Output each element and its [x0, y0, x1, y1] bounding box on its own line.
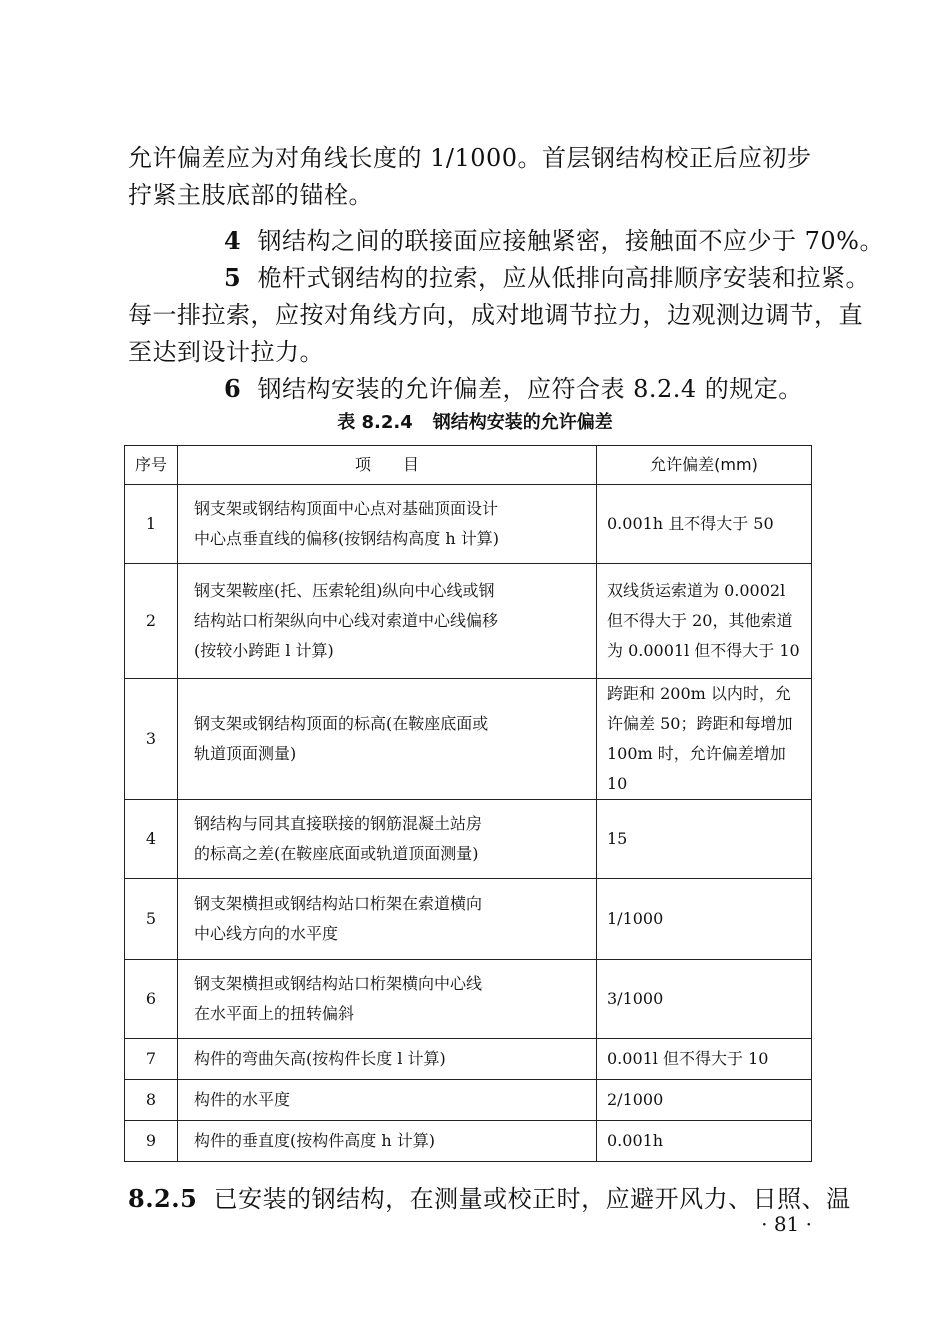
paragraph-line: 拧紧主肢底部的锚栓。 — [128, 181, 373, 209]
row-number-cell: 3 — [125, 679, 178, 800]
table-row — [125, 879, 812, 960]
table-number: 表 8.2.4 — [337, 412, 413, 433]
tolerance-line: 但不得大于 20，其他索道 — [607, 611, 793, 630]
paragraph-line: 允许偏差应为对角线长度的 1/1000。首层钢结构校正后应初步 — [128, 144, 812, 172]
item-cell — [178, 485, 597, 564]
tolerance-line: 15 — [607, 829, 628, 848]
tolerance-cell — [597, 1039, 812, 1080]
tolerance-line: 0.001h 且不得大于 50 — [607, 514, 774, 533]
item-line: 钢支架横担或钢结构站口桁架在索道横向 — [194, 894, 483, 913]
table-header-row — [125, 446, 812, 485]
item-line: 构件的水平度 — [194, 1090, 291, 1109]
item-number: 6 — [224, 374, 242, 403]
row-number-cell: 9 — [125, 1121, 178, 1162]
tolerance-line: 0.001l 但不得大于 10 — [607, 1049, 769, 1068]
tolerance-cell — [597, 960, 812, 1039]
table-title-text: 钢结构安装的允许偏差 — [432, 412, 613, 433]
table-row — [125, 960, 812, 1039]
item-line: 轨道顶面测量) — [194, 744, 297, 763]
row-number-cell: 6 — [125, 960, 178, 1039]
tolerance-line: 为 0.0001l 但不得大于 10 — [607, 641, 800, 660]
paragraph-text: 已安装的钢结构，在测量或校正时，应避开风力、日照、温 — [213, 1185, 851, 1213]
item-cell — [178, 679, 597, 800]
item-cell — [178, 564, 597, 679]
item-cell — [178, 1039, 597, 1080]
item-line: 钢支架鞍座(托、压索轮组)纵向中心线或钢 — [194, 581, 495, 600]
row-number-cell: 5 — [125, 879, 178, 960]
paragraph-text: 钢结构之间的联接面应接触紧密，接触面不应少于 70%。 — [257, 227, 884, 255]
table-row — [125, 679, 812, 800]
table-row — [125, 1039, 812, 1080]
tolerance-line: 许偏差 50；跨距和每增加 — [607, 714, 793, 733]
item-line: 构件的弯曲矢高(按构件长度 l 计算) — [194, 1049, 446, 1068]
item-line: 在水平面上的扭转偏斜 — [194, 1004, 355, 1023]
item-cell — [178, 800, 597, 879]
item-cell — [178, 960, 597, 1039]
tolerance-cell — [597, 485, 812, 564]
item-number: 4 — [224, 226, 242, 255]
header-cell: 项 目 — [178, 446, 597, 485]
header-cell: 序号 — [125, 446, 178, 485]
page-number: · 81 · — [761, 1212, 812, 1236]
table-caption — [0, 408, 950, 434]
table-row — [125, 1080, 812, 1121]
item-cell — [178, 879, 597, 960]
tolerance-line: 3/1000 — [607, 989, 664, 1008]
item-line: (按较小跨距 l 计算) — [194, 641, 334, 660]
tolerance-cell — [597, 879, 812, 960]
row-number-cell: 2 — [125, 564, 178, 679]
paragraph-tolerance-continuation — [128, 140, 818, 214]
item-cell — [178, 1121, 597, 1162]
item-line: 中心点垂直线的偏移(按钢结构高度 h 计算) — [194, 529, 499, 548]
table-row — [125, 485, 812, 564]
tolerance-line: 跨距和 200m 以内时，允 — [607, 684, 791, 703]
paragraph-text: 钢结构安装的允许偏差，应符合表 8.2.4 的规定。 — [257, 375, 803, 403]
tolerance-cell — [597, 564, 812, 679]
paragraph-item-6 — [128, 370, 818, 408]
item-line: 的标高之差(在鞍座底面或轨道顶面测量) — [194, 844, 479, 863]
item-cell — [178, 1080, 597, 1121]
row-number-cell: 7 — [125, 1039, 178, 1080]
tolerance-cell — [597, 800, 812, 879]
item-line: 钢支架或钢结构顶面中心点对基础顶面设计 — [194, 499, 499, 518]
row-number-cell: 4 — [125, 800, 178, 879]
tolerance-line: 0.001h — [607, 1131, 664, 1150]
item-line: 构件的垂直度(按构件高度 h 计算) — [194, 1131, 435, 1150]
paragraph-item-5 — [128, 259, 870, 371]
tolerance-cell — [597, 679, 812, 800]
clause-number: 8.2.5 — [128, 1184, 198, 1213]
tolerance-line: 2/1000 — [607, 1090, 664, 1109]
item-number: 5 — [224, 263, 242, 292]
tolerance-line: 双线货运索道为 0.0002l — [607, 581, 786, 600]
row-number-cell: 1 — [125, 485, 178, 564]
header-cell: 允许偏差(mm) — [597, 446, 812, 485]
item-line: 中心线方向的水平度 — [194, 924, 339, 943]
paragraph-item-4 — [128, 222, 884, 260]
paragraph-line: 桅杆式钢结构的拉索，应从低排向高排顺序安装和拉紧。 — [257, 264, 870, 292]
paragraph-line: 每一排拉索，应按对角线方向，成对地调节拉力，边观测边调节，直 — [128, 301, 863, 329]
item-line: 钢支架或钢结构顶面的标高(在鞍座底面或 — [194, 714, 489, 733]
paragraph-line: 至达到设计拉力。 — [128, 338, 324, 366]
table-row — [125, 800, 812, 879]
tolerance-line: 1/1000 — [607, 909, 664, 928]
table-row — [125, 1121, 812, 1162]
tolerance-table — [124, 445, 812, 1162]
item-line: 结构站口桁架纵向中心线对索道中心线偏移 — [194, 611, 499, 630]
tolerance-line: 100m 时，允许偏差增加 10 — [607, 744, 786, 793]
item-line: 钢结构与同其直接联接的钢筋混凝土站房 — [194, 814, 483, 833]
item-line: 钢支架横担或钢结构站口桁架横向中心线 — [194, 974, 483, 993]
row-number-cell: 8 — [125, 1080, 178, 1121]
tolerance-cell — [597, 1080, 812, 1121]
tolerance-cell — [597, 1121, 812, 1162]
table-row — [125, 564, 812, 679]
